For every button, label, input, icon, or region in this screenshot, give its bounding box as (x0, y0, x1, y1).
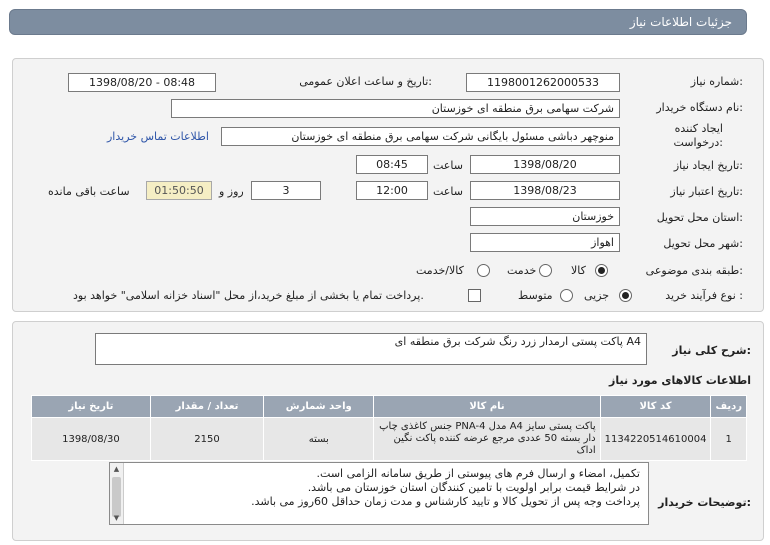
goods-table-header (32, 396, 747, 418)
buyer-org-label: نام دستگاه خریدار: (656, 101, 743, 114)
scroll-up-icon[interactable]: ▲ (113, 465, 120, 473)
category-goods-service-radio[interactable] (477, 264, 490, 277)
column-header: ردیف (711, 396, 747, 418)
validity-time-label: ساعت (433, 185, 463, 198)
summary-field[interactable]: پاکت پستی ارمدار زرد رنگ شرکت برق منطقه ای A4 (95, 333, 647, 365)
create-date-field[interactable]: 1398/08/20 (470, 155, 620, 174)
buyer-org-field[interactable]: شرکت سهامی برق منطقه ای خوزستان (171, 99, 620, 118)
scroll-down-icon[interactable]: ▼ (113, 514, 120, 522)
buyer-notes-text (251, 467, 640, 509)
column-header: تاریخ نیاز (32, 396, 151, 418)
need-details-panel (12, 58, 764, 312)
purchase-medium-label: متوسط (518, 289, 553, 302)
row-name: پاکت پستی سایز A4 مدل PNA-4 جنس کاغذی چاپ دار بسته 50 عددی مرجع عرضه کننده پاکت نگین اداک (374, 418, 600, 461)
validity-time-field[interactable]: 12:00 (356, 181, 428, 200)
creator-label-2: درخواست: (673, 136, 723, 149)
notes-scrollbar[interactable] (110, 463, 124, 524)
category-service-radio[interactable] (539, 264, 552, 277)
province-label: استان محل تحویل: (656, 211, 743, 224)
treasury-payment-checkbox[interactable] (468, 289, 481, 302)
column-header: نام کالا (374, 396, 600, 418)
create-time-field[interactable]: 08:45 (356, 155, 428, 174)
row-qty: 2150 (150, 418, 263, 461)
page-title: جزئیات اطلاعات نیاز (629, 15, 732, 29)
row-unit: بسته (264, 418, 374, 461)
province-field[interactable]: خوزستان (470, 207, 620, 226)
row-code: 1134220514610004 (600, 418, 711, 461)
note-line: تکمیل، امضاء و ارسال فرم های پیوستی از طریق سامانه الزامی است. (316, 467, 640, 480)
goods-table (31, 395, 747, 461)
goods-section-title: اطلاعات کالاهای مورد نیاز (609, 374, 751, 387)
validity-label: تاریخ اعتبار نیاز: (670, 185, 743, 198)
category-goods-service-label: کالا/خدمت (416, 264, 464, 277)
purchase-medium-radio[interactable] (560, 289, 573, 302)
create-date-label: تاریخ ایجاد نیاز: (673, 159, 743, 172)
row-date: 1398/08/30 (32, 418, 151, 461)
need-items-panel (12, 321, 764, 541)
announce-field[interactable]: 1398/08/20 - 08:48 (68, 73, 216, 92)
need-number-label: شماره نیاز: (690, 75, 743, 88)
note-line: پرداخت وجه پس از تحویل کالا و تایید کارشناس و مدت زمان حداقل 60روز می باشد. (251, 495, 640, 508)
announce-label: تاریخ و ساعت اعلان عمومی: (299, 75, 432, 88)
scroll-thumb[interactable] (112, 477, 121, 517)
purchase-type-label: نوع فرآیند خرید : (665, 289, 743, 302)
column-header: کد کالا (600, 396, 711, 418)
buyer-notes-label: توضیحات خریدار: (658, 496, 751, 509)
day-and-label: روز و (219, 185, 244, 198)
purchase-minor-radio[interactable] (619, 289, 632, 302)
treasury-payment-note: پرداخت تمام یا بخشی از مبلغ خرید،از محل "اسناد خزانه اسلامی" خواهد بود. (73, 289, 424, 302)
category-label: طبقه بندی موضوعی: (645, 264, 743, 277)
validity-date-field[interactable]: 1398/08/23 (470, 181, 620, 200)
remaining-label: ساعت باقی مانده (48, 185, 130, 198)
creator-field[interactable]: منوچهر دباشی مسئول بایگانی شرکت سهامی برق منطقه ای خوزستان (221, 127, 620, 146)
remaining-time-badge: 01:50:50 (146, 181, 212, 200)
create-time-label: ساعت (433, 159, 463, 172)
page-title-bar (9, 9, 747, 35)
row-index: 1 (711, 418, 747, 461)
city-field[interactable]: اهواز (470, 233, 620, 252)
purchase-minor-label: جزیی (584, 289, 610, 302)
city-label: شهر محل تحویل: (663, 237, 743, 250)
creator-label-1: ایجاد کننده (674, 122, 723, 135)
category-service-label: خدمت (507, 264, 537, 277)
summary-label: شرح کلی نیاز: (672, 344, 751, 357)
category-goods-label: کالا (571, 264, 586, 277)
need-number-field[interactable]: 1198001262000533 (466, 73, 620, 92)
column-header: تعداد / مقدار (150, 396, 263, 418)
note-line: در شرایط قیمت برابر اولویت با تامین کنندگان استان خوزستان می باشد. (307, 481, 640, 494)
buyer-contact-link[interactable]: اطلاعات تماس خریدار (107, 130, 209, 143)
table-row[interactable] (32, 418, 747, 461)
category-goods-radio[interactable] (595, 264, 608, 277)
buyer-notes-textarea[interactable] (109, 462, 649, 525)
days-field[interactable]: 3 (251, 181, 321, 200)
column-header: واحد شمارش (264, 396, 374, 418)
